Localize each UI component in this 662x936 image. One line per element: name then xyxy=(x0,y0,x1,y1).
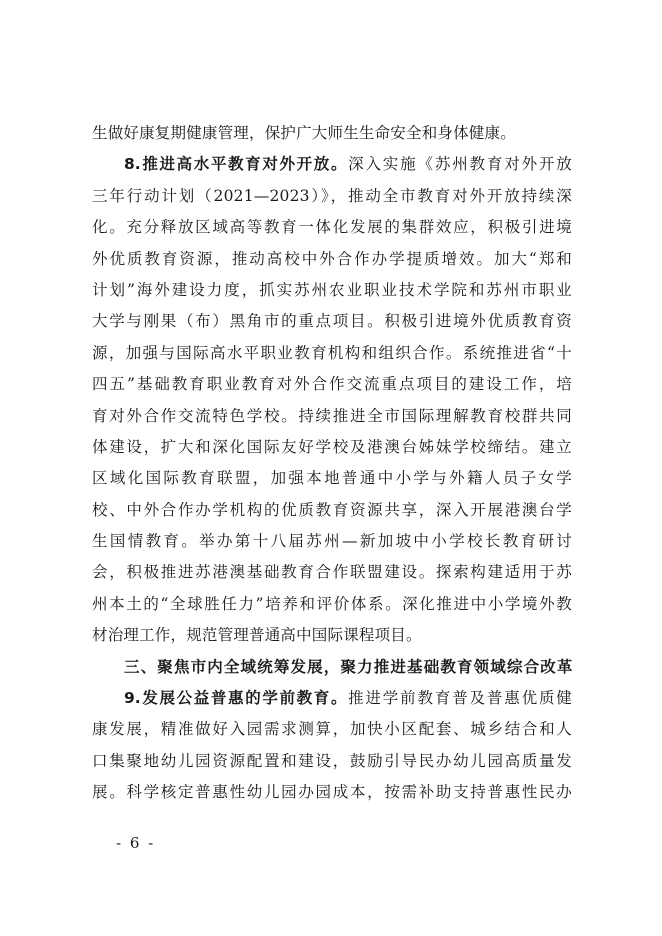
text-line: 大学与刚果（布）黑角市的重点项目。积极引进境外优质教育资 xyxy=(92,312,572,331)
paragraph-9-first-line xyxy=(92,683,572,714)
text-line: 三年行动计划（2021—2023）》，推动全市教育对外开放持续深 xyxy=(92,186,572,205)
text-line: 州本土的“全球胜任力”培养和评价体系。深化推进中小学境外教 xyxy=(92,594,572,613)
text-line: 源，加强与国际高水平职业教育机构和组织合作。系统推进省“十 xyxy=(92,343,572,362)
text-line: 外优质教育资源，推动高校中外合作办学提质增效。加大“郑和 xyxy=(92,249,572,268)
paragraph-8-heading: 8.推进高水平教育对外开放。 xyxy=(124,155,349,174)
text-line: 区域化国际教育联盟，加强本地普通中小学与外籍人员子女学 xyxy=(92,469,572,488)
paragraph-9-heading: 9.发展公益普惠的学前教育。 xyxy=(124,689,349,708)
body-text xyxy=(92,118,572,809)
text-line: 会，积极推进苏港澳基础教育合作联盟建设。探索构建适用于苏 xyxy=(92,563,572,582)
paragraph-8-first-line xyxy=(92,149,572,180)
text-line: 化。充分释放区域高等教育一体化发展的集群效应，积极引进境 xyxy=(92,218,572,237)
paragraph-8-text: 深入实施《苏州教育对外开放 xyxy=(348,155,572,174)
text-line: 生做好康复期健康管理，保护广大师生生命安全和身体健康。 xyxy=(92,124,516,142)
text-line: 体建设，扩大和深化国际友好学校及港澳台姊妹学校缔结。建立 xyxy=(92,437,572,456)
text-line: 育对外合作交流特色学校。持续推进全市国际理解教育校群共同 xyxy=(92,406,572,425)
text-line: 生国情教育。举办第十八届苏州—新加坡中小学校长教育研讨 xyxy=(92,532,572,551)
text-line: 校、中外合作办学机构的优质教育资源共享，深入开展港澳台学 xyxy=(92,500,572,519)
text-line: 康发展，精准做好入园需求测算，加快小区配套、城乡结合和人 xyxy=(92,720,572,739)
paragraph-9-text: 推进学前教育普及普惠优质健 xyxy=(348,689,572,708)
text-line: 展。科学核定普惠性幼儿园办园成本，按需补助支持普惠性民办 xyxy=(92,783,572,802)
page-number: - 6 - xyxy=(116,834,156,852)
text-line: 材治理工作，规范管理普通高中国际课程项目。 xyxy=(92,626,422,645)
text-line: 四五”基础教育职业教育对外合作交流重点项目的建设工作，培 xyxy=(92,375,572,394)
section-heading: 三、聚焦市内全域统筹发展，聚力推进基础教育领域综合改革 xyxy=(124,657,572,676)
text-line: 计划”海外建设力度，抓实苏州农业职业技术学院和苏州市职业 xyxy=(92,280,572,299)
text-line: 口集聚地幼儿园资源配置和建设，鼓励引导民办幼儿园高质量发 xyxy=(92,751,572,770)
